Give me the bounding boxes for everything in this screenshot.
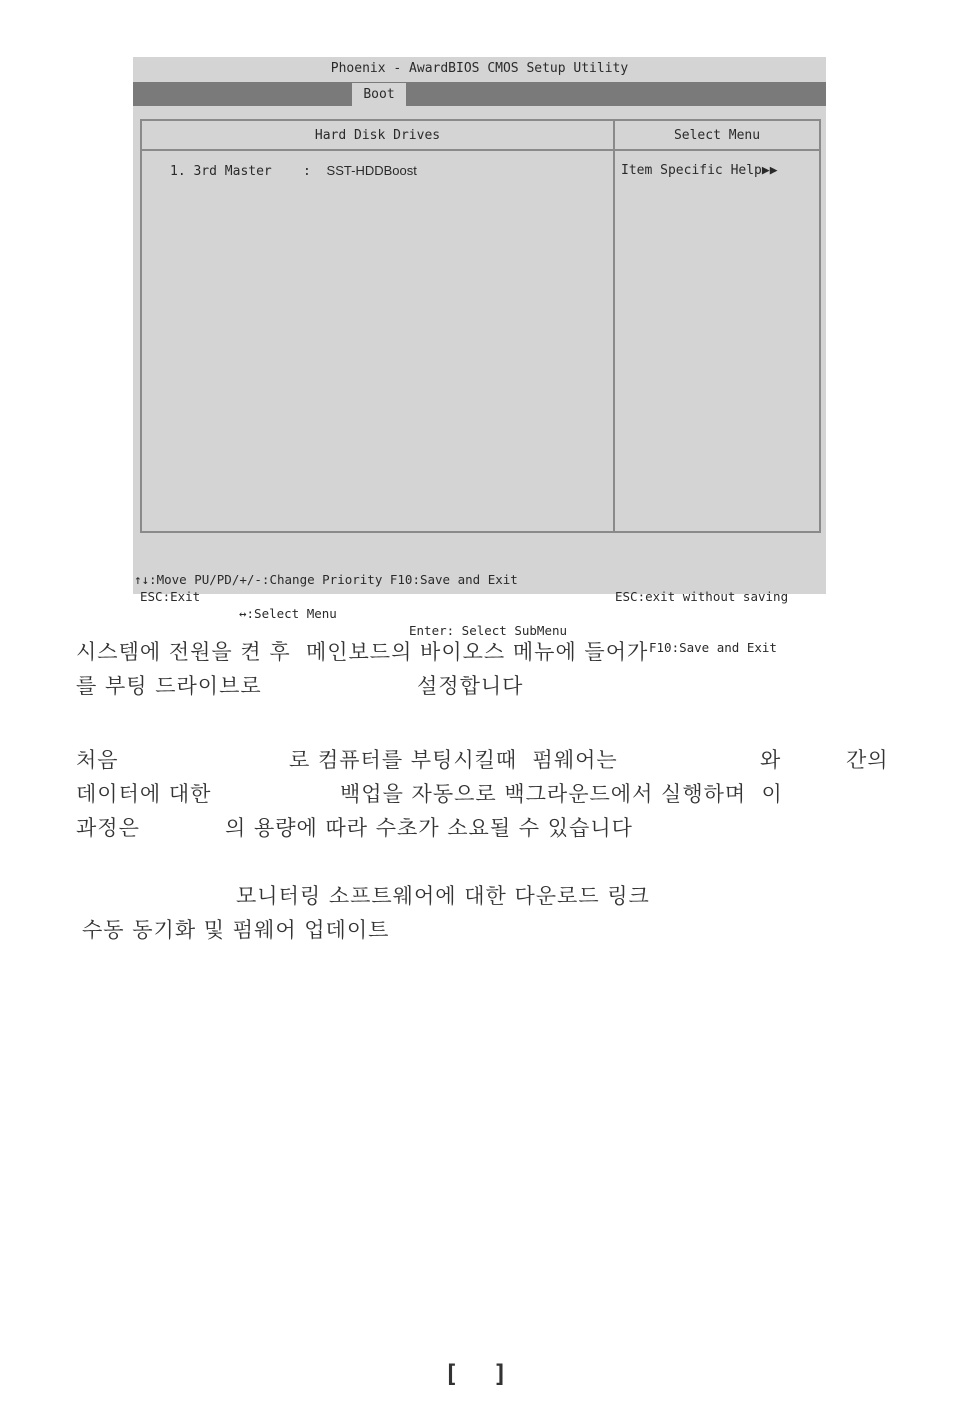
legend-esc-exit-nosave: ESC:exit without saving <box>615 589 789 604</box>
hard-disk-panel-title: Hard Disk Drives <box>142 121 613 151</box>
para1-line1: 시스템에 전원을 켠 후 메인보드의 바이오스 메뉴에 들어가 <box>76 640 649 664</box>
help-panel-title: Select Menu <box>615 121 819 151</box>
para2-line2-a: 데이터에 대한 <box>76 782 212 806</box>
bios-tab-bar <box>133 82 826 106</box>
bios-title: Phoenix - AwardBIOS CMOS Setup Utility <box>330 61 629 76</box>
para2-line3-b: 의 용량에 따라 수초가 소요될 수 있습니다 <box>225 816 633 840</box>
para2-line1-b: 로 컴퓨터를 부팅시킬때 펌웨어는 <box>289 748 618 772</box>
drive-item-1[interactable] <box>170 163 417 179</box>
para2-line3-a: 과정은 <box>76 816 140 840</box>
tab-boot[interactable]: Boot <box>352 83 406 106</box>
para2-line1-c: 와 <box>760 748 782 772</box>
item-specific-help: Item Specific Help▶▶ <box>621 163 778 178</box>
legend-esc-exit: ESC:Exit <box>140 589 201 604</box>
legend-enter-submenu: Enter: Select SubMenu <box>409 623 568 638</box>
page-bracket-right: ] <box>493 1360 508 1388</box>
para2-line1-d: 간의 <box>846 748 889 772</box>
para1-line2-end: 설정합니다 <box>417 674 524 698</box>
drive-item-label: 1. 3rd Master : <box>170 164 311 179</box>
page-bracket-left: [ <box>444 1360 459 1388</box>
drive-item-value: SST-HDDBoost <box>326 163 417 178</box>
para2-line2-b: 백업을 자동으로 백그라운드에서 실행하며 이 <box>340 782 783 806</box>
para2-line1-a: 처음 <box>76 748 119 772</box>
para3-line2: 수동 동기화 및 펌웨어 업데이트 <box>82 918 390 942</box>
para1-line2: 를 부팅 드라이브로 <box>76 674 262 698</box>
help-panel <box>613 119 821 533</box>
hard-disk-panel <box>140 119 615 533</box>
legend-f10-save: F10:Save and Exit <box>649 640 777 655</box>
para3-line1: 모니터링 소프트웨어에 대한 다운로드 링크 <box>236 884 650 908</box>
legend-select-menu: ↔:Select Menu <box>239 606 337 621</box>
legend-move-priority: ↑↓:Move PU/PD/+/-:Change Priority F10:Save and Exit <box>134 572 518 587</box>
